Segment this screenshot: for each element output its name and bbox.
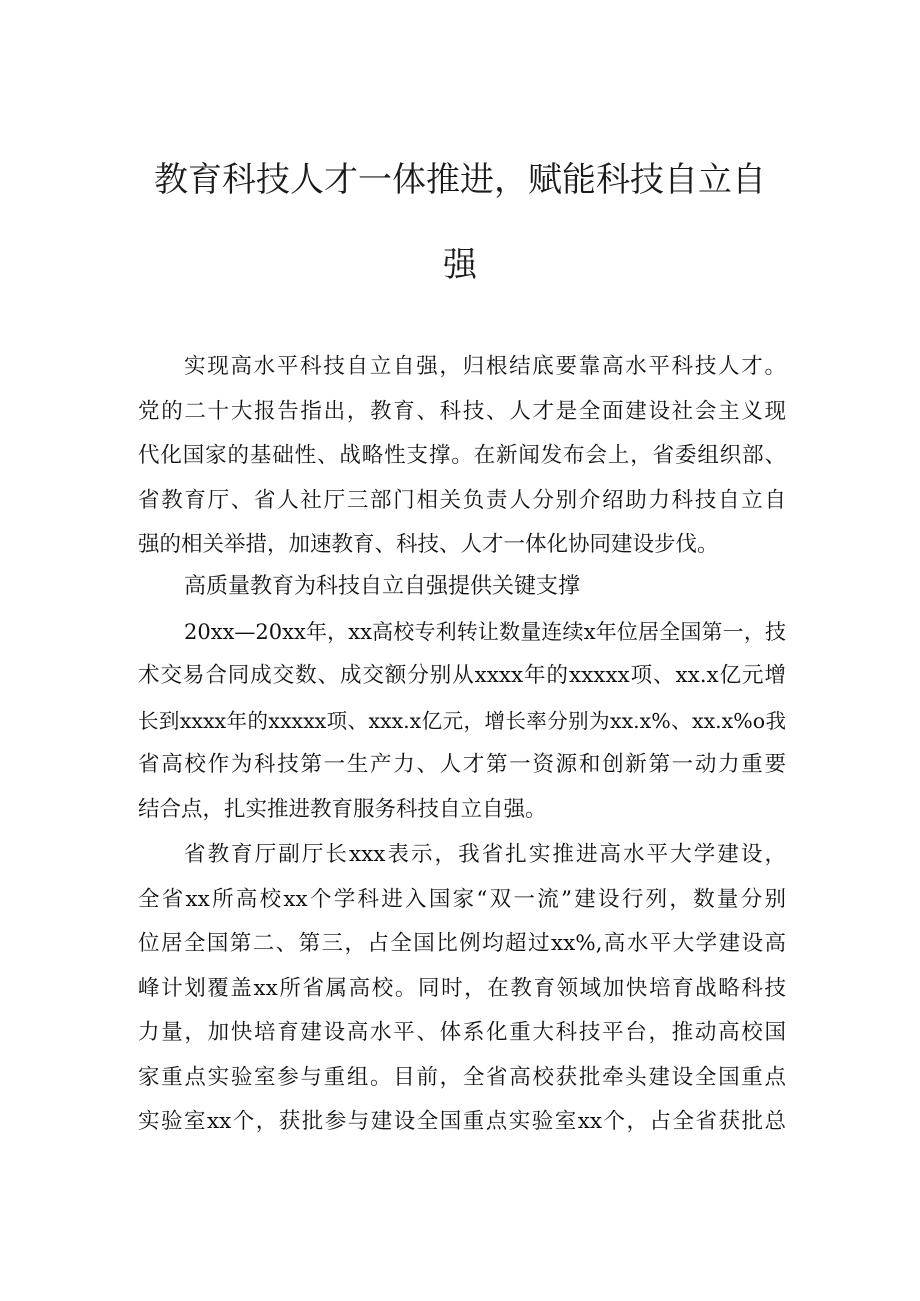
paragraph-3-line: 全省xx所高校xx个学科进入国家“双一流”建设行列，数量分别 [138, 887, 786, 912]
paragraph-2-line: 结合点，扎实推进教育服务科技自立自强。 [138, 797, 547, 822]
paragraph-2-line: 长到xxxx年的xxxxx项、xxx.x亿元，增长率分别为xx.x%、xx.x%o我 [138, 709, 786, 733]
paragraph-1-line: 实现高水平科技自立自强，归根结底要靠高水平科技人才。 [184, 354, 786, 379]
paragraph-3-line: 峰计划覆盖xx所省属高校。同时，在教育领域加快培育战略科技 [138, 976, 786, 1001]
paragraph-3-line: 家重点实验室参与重组。目前，全省高校获批牵头建设全国重点 [138, 1065, 786, 1090]
paragraph-2-line: 20xx—20xx年，xx高校专利转让数量连续x年位居全国第一，技 [184, 620, 786, 644]
paragraph-2-line: 术交易合同成交数、成交额分别从xxxx年的xxxxx项、xx.x亿元增 [138, 663, 786, 688]
paragraph-3-line: 位居全国第二、第三，占全国比例均超过xx%,高水平大学建设高 [138, 931, 786, 956]
paragraph-1-line: 省教育厅、省人社厅三部门相关负责人分别介绍助力科技自立自 [138, 488, 786, 513]
paragraph-3-line: 省教育厅副厅长xxx表示，我省扎实推进高水平大学建设， [184, 842, 786, 867]
paragraph-3-line: 实验室xx个，获批参与建设全国重点实验室xx个，占全省获批总 [138, 1109, 786, 1134]
document-title-line-2: 强 [443, 245, 477, 285]
document-title-line-1: 教育科技人才一体推进，赋能科技自立自 [154, 160, 766, 200]
paragraph-3-line: 力量，加快培育建设高水平、体系化重大科技平台，推动高校国 [138, 1020, 786, 1045]
paragraph-1-line: 强的相关举措，加速教育、科技、人才一体化协同建设步伐。 [138, 532, 719, 557]
paragraph-1-line: 党的二十大报告指出，教育、科技、人才是全面建设社会主义现 [138, 399, 786, 424]
paragraph-1-line: 代化国家的基础性、战略性支撑。在新闻发布会上，省委组织部、 [138, 443, 786, 468]
paragraph-2-line: 省高校作为科技第一生产力、人才第一资源和创新第一动力重要 [138, 752, 786, 777]
section-heading: 高质量教育为科技自立自强提供关键支撑 [184, 574, 581, 599]
